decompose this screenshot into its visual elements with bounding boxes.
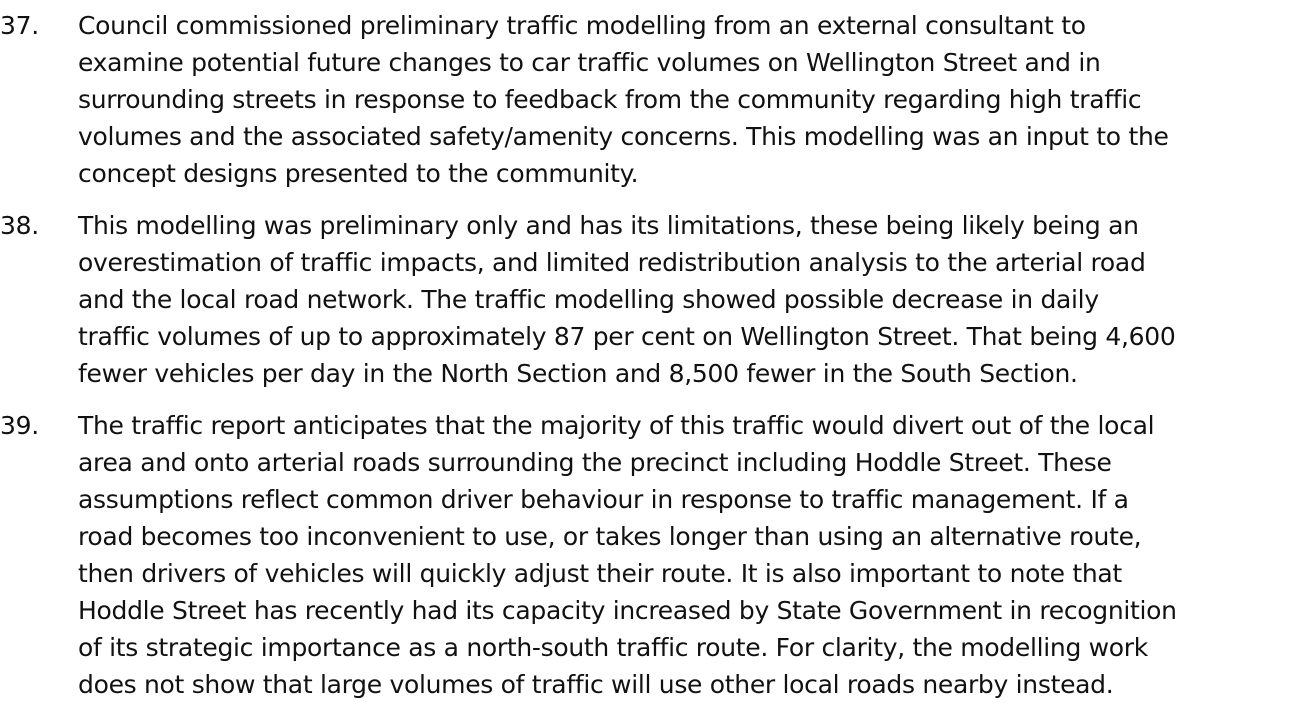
text-line: road becomes too inconvenient to use, or takes longer than using an alternative route,	[78, 522, 1142, 551]
text-line: then drivers of vehicles will quickly adjust their route. It is also important to note that	[78, 559, 1122, 588]
text-line: The traffic report anticipates that the majority of this traffic would divert out of the local	[78, 411, 1155, 440]
text-line: fewer vehicles per day in the North Section and 8,500 fewer in the South Section.	[78, 359, 1078, 388]
text-line: does not show that large volumes of traffic will use other local roads nearby instead.	[78, 670, 1114, 699]
text-line: surrounding streets in response to feedback from the community regarding high traffic	[78, 85, 1142, 114]
text-line: and the local road network. The traffic modelling showed possible decrease in daily	[78, 285, 1099, 314]
text-line: This modelling was preliminary only and has its limitations, these being likely being an	[78, 211, 1139, 240]
text-line: traffic volumes of up to approximately 87 per cent on Wellington Street. That being 4,600	[78, 322, 1176, 351]
paragraph-39	[0, 407, 1300, 703]
paragraph-number: 38.	[0, 211, 39, 240]
text-line: volumes and the associated safety/amenity concerns. This modelling was an input to the	[78, 122, 1169, 151]
text-line: examine potential future changes to car traffic volumes on Wellington Street and in	[78, 48, 1101, 77]
text-line: assumptions reflect common driver behaviour in response to traffic management. If a	[78, 485, 1129, 514]
text-line: of its strategic importance as a north-south traffic route. For clarity, the modelling work	[78, 633, 1148, 662]
paragraph-number: 37.	[0, 11, 39, 40]
paragraph-number: 39.	[0, 411, 39, 440]
text-line: Council commissioned preliminary traffic modelling from an external consultant to	[78, 11, 1086, 40]
paragraph-37	[0, 7, 1300, 192]
paragraph-text	[78, 7, 1293, 192]
text-line: area and onto arterial roads surrounding the precinct including Hoddle Street. These	[78, 448, 1112, 477]
text-line: concept designs presented to the community.	[78, 159, 639, 188]
paragraph-text	[78, 407, 1293, 703]
paragraph-text	[78, 207, 1293, 392]
paragraph-38	[0, 207, 1300, 392]
text-line: Hoddle Street has recently had its capacity increased by State Government in recognition	[78, 596, 1177, 625]
text-line: overestimation of traffic impacts, and limited redistribution analysis to the arterial road	[78, 248, 1146, 277]
document-body	[0, 7, 1300, 718]
